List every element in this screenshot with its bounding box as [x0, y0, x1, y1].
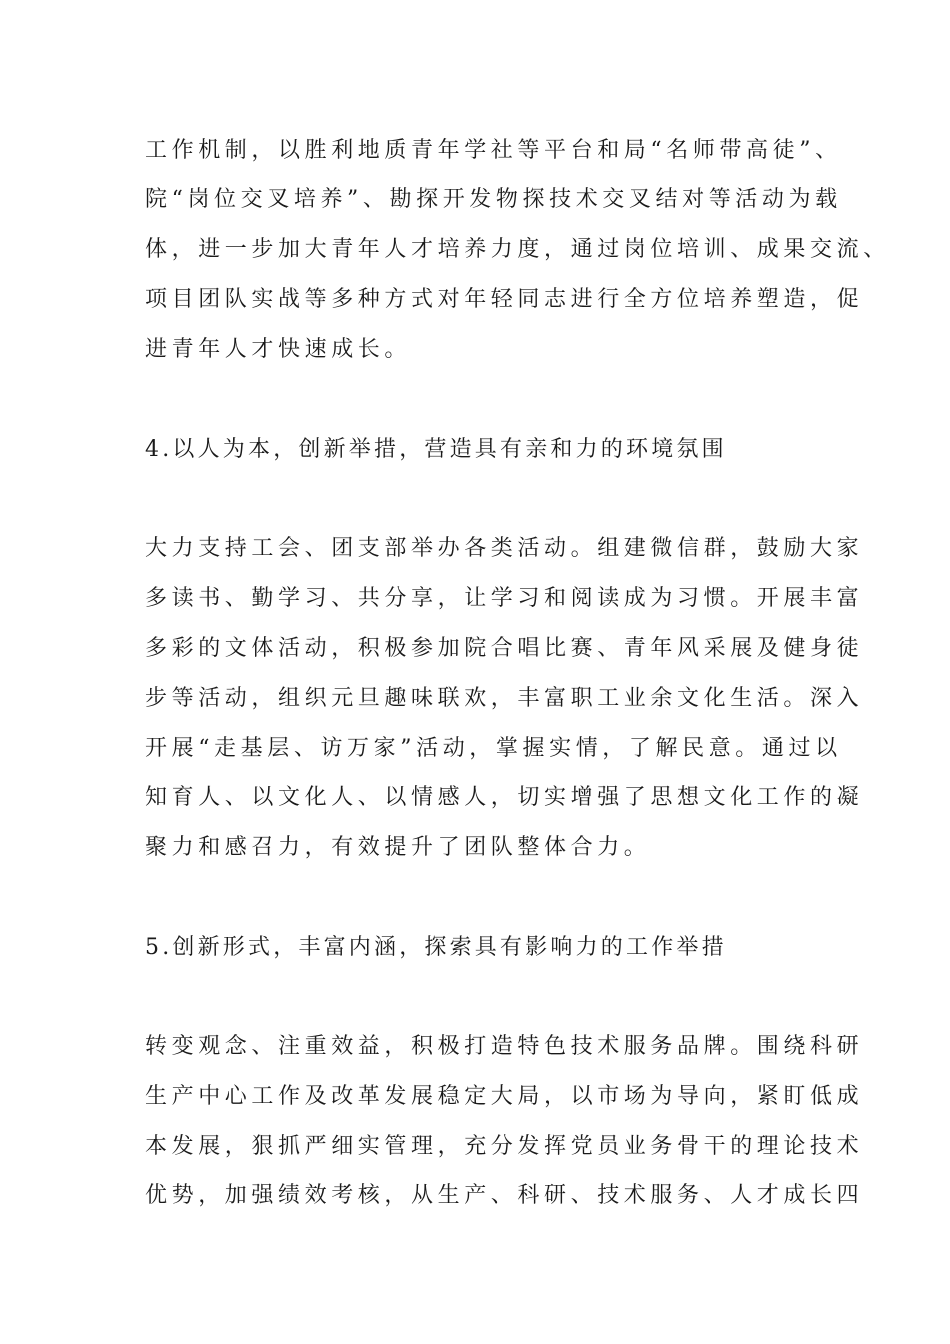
paragraph-2-line-5: 开展“走基层、访万家”活动，掌握实情，了解民意。通过以 [145, 736, 842, 761]
paragraph-2-line-3: 多彩的文体活动，积极参加院合唱比赛、青年风采展及健身徒 [145, 636, 864, 661]
section-5-heading: 5.创新形式，丰富内涵，探索具有影响力的工作举措 [145, 935, 727, 960]
paragraph-1-line-1: 工作机制，以胜利地质青年学社等平台和局“名师带高徒”、 [145, 138, 842, 163]
paragraph-3-line-3: 本发展，狠抓严细实管理，充分发挥党员业务骨干的理论技术 [145, 1134, 864, 1159]
paragraph-3-line-2: 生产中心工作及改革发展稳定大局，以市场为导向，紧盯低成 [145, 1084, 864, 1109]
paragraph-2-line-7: 聚力和感召力，有效提升了团队整体合力。 [145, 835, 651, 860]
section-4-heading: 4.以人为本，创新举措，营造具有亲和力的环境氛围 [145, 437, 727, 462]
paragraph-2-line-6: 知育人、以文化人、以情感人，切实增强了思想文化工作的凝 [145, 785, 864, 810]
paragraph-2-line-1: 大力支持工会、团支部举办各类活动。组建微信群，鼓励大家 [145, 536, 864, 561]
paragraph-1-line-5: 进青年人才快速成长。 [145, 337, 412, 362]
paragraph-3-line-1: 转变观念、注重效益，积极打造特色技术服务品牌。围绕科研 [145, 1034, 864, 1059]
paragraph-2-line-2: 多读书、勤学习、共分享，让学习和阅读成为习惯。开展丰富 [145, 586, 864, 611]
paragraph-2-line-4: 步等活动，组织元旦趣味联欢，丰富职工业余文化生活。深入 [145, 686, 864, 711]
paragraph-3-line-4: 优势，加强绩效考核，从生产、科研、技术服务、人才成长四 [145, 1183, 864, 1208]
paragraph-1-line-2: 院“岗位交叉培养”、勘探开发物探技术交叉结对等活动为载 [145, 187, 842, 212]
paragraph-1-line-3: 体，进一步加大青年人才培养力度，通过岗位培训、成果交流、 [145, 237, 890, 262]
paragraph-1-line-4: 项目团队实战等多种方式对年轻同志进行全方位培养塑造，促 [145, 287, 864, 312]
